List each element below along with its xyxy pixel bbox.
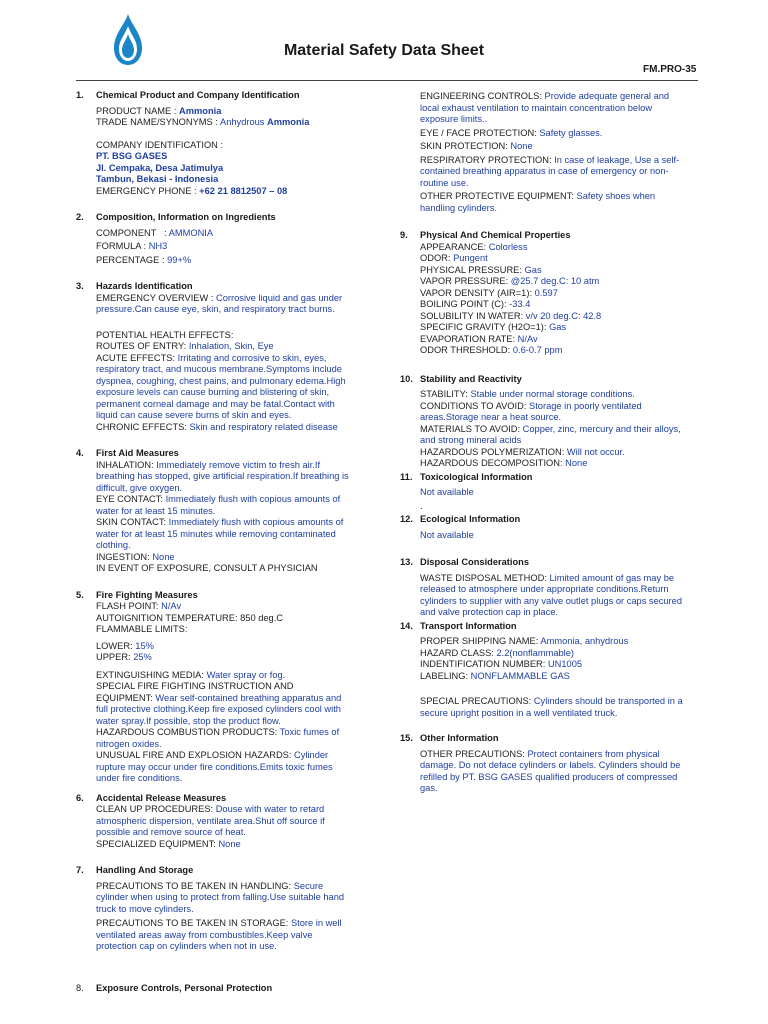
field-value: None xyxy=(510,141,533,151)
field-value: refilled by PT. BSG GASES qualified producers of compressed xyxy=(420,771,678,782)
field-label: PRODUCT NAME : xyxy=(96,105,177,116)
field-value: clothing. xyxy=(96,540,131,550)
field-value: water for at least 15 minutes while removing contaminated xyxy=(96,528,336,539)
section-14 xyxy=(400,621,700,720)
field-value: Protect containers from physical xyxy=(527,748,660,759)
field-label: UNUSUAL FIRE AND EXPLOSION HAZARDS: xyxy=(96,750,292,760)
section-number: 5. xyxy=(76,589,84,600)
field-label: VAPOR DENSITY (AIR=1): xyxy=(420,287,533,298)
section-heading: Exposure Controls, Personal Protection xyxy=(96,983,273,993)
stray-dot: . xyxy=(420,500,423,511)
document-title: Material Safety Data Sheet xyxy=(283,42,485,59)
field-value: respiratory tract, and mucous membrane.Symptoms include xyxy=(96,364,342,374)
field-value: breathing has stopped, give artificial respiration.If breathing is xyxy=(96,471,349,481)
company-name: PT. BSG GASES xyxy=(96,151,168,161)
field-label: TRADE NAME/SYNONYMS : xyxy=(96,117,218,127)
field-value: -33.4 xyxy=(509,299,531,309)
field-label: ENGINEERING CONTROLS: xyxy=(420,91,542,101)
field-value: None xyxy=(152,551,175,562)
field-value: water for at least 15 minutes. xyxy=(96,505,216,516)
field-label: INGESTION: xyxy=(96,551,150,562)
field-value: Immediately remove victim to fresh air.If xyxy=(156,459,321,470)
field-value: Not available xyxy=(420,487,474,497)
field-value: rupture may occur under fire conditions.Emits toxic fumes xyxy=(96,761,333,772)
company-address: Jl. Cempaka, Desa Jatimulya xyxy=(96,162,224,173)
field-value: 25% xyxy=(133,652,152,662)
field-value: In case of leakage, Use a self- xyxy=(554,154,680,165)
section-heading: Hazards Identification xyxy=(96,281,193,291)
field-value: Water spray or fog. xyxy=(206,669,286,680)
field-value: 99+% xyxy=(167,254,192,265)
field-value: AMMONIA xyxy=(168,227,214,238)
document-number: FM.PRO-35 xyxy=(643,64,697,75)
field-label: LOWER: xyxy=(96,640,133,651)
field-value: Copper, zinc, mercury and their alloys, xyxy=(522,423,681,434)
field-label: STABILITY: xyxy=(420,389,468,399)
physician-note: IN EVENT OF EXPOSURE, CONSULT A PHYSICIAN xyxy=(96,563,318,573)
section-heading: Handling And Storage xyxy=(96,865,194,875)
field-value: under fire conditions. xyxy=(96,773,183,783)
field-value: Ammonia, anhydrous xyxy=(540,636,629,646)
field-label: SPECIAL PRECAUTIONS: xyxy=(420,696,532,706)
field-value: Douse with water to retard xyxy=(215,804,325,814)
field-value: areas.Storage near a heat source. xyxy=(420,412,562,422)
section-number: 4. xyxy=(76,448,84,458)
field-value: UN1005 xyxy=(547,659,583,669)
section-heading: Composition, Information on Ingredients xyxy=(96,212,276,222)
field-value: damage. Do not deface cylinders or labels. Cylinders should be xyxy=(420,760,681,770)
section-9 xyxy=(400,230,700,357)
field-label: UPPER: xyxy=(96,652,131,662)
field-value: Wear self-contained breathing apparatus and xyxy=(155,692,342,703)
field-value: Cylinders should be transported in a xyxy=(533,696,683,706)
field-label: POTENTIAL HEALTH EFFECTS: xyxy=(96,329,234,340)
field-value: v/v 20 deg.C: 42.8 xyxy=(525,310,602,321)
field-label: ODOR: xyxy=(420,253,451,263)
field-value: dyspnea, coughing, chest pains, and pulmonary edema.High xyxy=(96,375,346,386)
field-value: protection cap on cylinders when not in use. xyxy=(96,941,277,951)
field-value: exposure levels can cause burning and blistering of skin, xyxy=(96,387,330,397)
field-label: WASTE DISPOSAL METHOD: xyxy=(420,572,547,583)
field-value: atmospheric dispersion, ventilate area.Shut off source if xyxy=(96,815,325,826)
field-label: COMPONENT : xyxy=(96,227,167,238)
field-value: permanent corneal damage and may be fatal.Contact with xyxy=(96,398,335,409)
field-label: FLASH POINT: xyxy=(96,601,159,611)
section-number: 14. xyxy=(400,620,413,631)
section-heading: Disposal Considerations xyxy=(420,557,530,567)
field-label: PRECAUTIONS TO BE TAKEN IN HANDLING: xyxy=(96,880,292,891)
section-8-heading-block xyxy=(76,983,376,995)
field-label: RESPIRATORY PROTECTION: xyxy=(420,154,552,165)
field-value: @25.7 deg.C: 10 atm xyxy=(510,276,600,286)
field-value: exposure limits.. xyxy=(420,114,488,124)
field-value: Inhalation, Skin, Eye xyxy=(188,341,274,351)
field-value: gas. xyxy=(420,783,438,793)
field-value: Safety glasses. xyxy=(539,127,603,138)
section-heading: Chemical Product and Company Identification xyxy=(96,90,300,100)
field-label: HAZARD CLASS: xyxy=(420,647,494,658)
field-value: Provide adequate general and xyxy=(544,91,670,101)
field-label: FORMULA : xyxy=(96,241,147,251)
field-value: N/Av xyxy=(161,601,182,611)
left-column xyxy=(76,90,376,953)
field-value: Gas xyxy=(549,322,567,332)
company-address: Tambun, Bekasi - Indonesia xyxy=(96,174,219,184)
field-label: EYE CONTACT: xyxy=(96,494,163,504)
section-number: 13. xyxy=(400,557,413,567)
field-value: and strong mineral acids xyxy=(420,435,522,445)
field-label: HAZARDOUS DECOMPOSITION: xyxy=(420,458,563,468)
field-value: nitrogen oxides. xyxy=(96,738,162,749)
field-value: local exhaust ventilation to maintain concentration below xyxy=(420,102,653,113)
section-7 xyxy=(76,865,376,953)
field-label: MATERIALS TO AVOID: xyxy=(420,423,521,434)
section-12 xyxy=(400,514,700,541)
field-value: cylinder when using to protect from falling.Use suitable hand xyxy=(96,892,345,902)
field-value: possible and remove source of heat. xyxy=(96,827,246,837)
section-heading: Accidental Release Measures xyxy=(96,792,227,803)
field-value: Storage in poorly ventilated xyxy=(529,400,642,411)
field-value: liquid can cause severe burns of skin and eyes. xyxy=(96,410,292,420)
field-value: water spray.If possible, stop the product flow. xyxy=(96,715,281,726)
field-label: VAPOR PRESSURE: xyxy=(420,276,509,286)
section-heading: Stability and Reactivity xyxy=(420,373,522,384)
section-heading: Transport Information xyxy=(420,620,517,631)
section-number: 15. xyxy=(400,733,413,743)
section-number: 8. xyxy=(76,983,84,993)
field-label: APPEARANCE: xyxy=(420,241,487,252)
emergency-phone: +62 21 8812507 – 08 xyxy=(199,185,288,196)
field-value: routine use. xyxy=(420,177,469,188)
field-value: and valve protection cap in place. xyxy=(420,607,558,617)
section-number: 10. xyxy=(400,373,413,384)
field-value: pressure.Can cause eye, skin, and respiratory tract burns. xyxy=(96,304,335,314)
field-value: Store in well xyxy=(290,918,342,928)
field-value: Will not occur. xyxy=(566,446,625,457)
field-label: EMERGENCY OVERVIEW : xyxy=(96,292,214,303)
section-13 xyxy=(400,557,700,619)
field-label: EYE / FACE PROTECTION: xyxy=(420,127,537,138)
field-label: SPECIALIZED EQUIPMENT: xyxy=(96,838,216,849)
field-value: Skin and respiratory related disease xyxy=(189,421,338,432)
section-number: 1. xyxy=(76,90,84,100)
header-divider xyxy=(76,80,698,81)
section-6 xyxy=(76,793,376,851)
field-value: truck to move cylinders. xyxy=(96,903,194,914)
field-value: secure upright position in a well ventilated truck. xyxy=(420,707,618,718)
field-label: FLAMMABLE LIMITS: xyxy=(96,624,188,634)
section-heading: Ecological Information xyxy=(420,514,521,524)
field-label: SPECIFIC GRAVITY (H2O=1): xyxy=(420,322,547,332)
field-label: BOILING POINT (C): xyxy=(420,299,507,309)
field-label: ODOR THRESHOLD: xyxy=(420,345,511,355)
section-heading: Fire Fighting Measures xyxy=(96,589,198,600)
field-label: ROUTES OF ENTRY: xyxy=(96,341,187,351)
field-value: None xyxy=(565,458,588,468)
field-value: Ammonia xyxy=(267,117,310,127)
field-label: ACUTE EFFECTS: xyxy=(96,352,176,363)
section-11 xyxy=(400,472,700,513)
section-heading: Other Information xyxy=(420,733,499,743)
field-label: COMPANY IDENTIFICATION : xyxy=(96,139,224,150)
field-value: Not available xyxy=(420,529,474,540)
field-label: PRECAUTIONS TO BE TAKEN IN STORAGE: xyxy=(96,918,289,928)
field-label: AUTOIGNITION TEMPERATURE: 850 deg.C xyxy=(96,612,284,623)
section-1 xyxy=(76,90,376,197)
field-label: SOLUBILITY IN WATER: xyxy=(420,310,524,321)
field-value: NH3 xyxy=(148,241,168,251)
field-value: Safety shoes when xyxy=(576,191,656,201)
field-label: SPECIAL FIRE FIGHTING INSTRUCTION AND xyxy=(96,681,294,691)
field-label: EVAPORATION RATE: xyxy=(420,333,516,344)
field-value: None xyxy=(218,838,241,849)
field-value: 15% xyxy=(135,640,154,651)
field-value: full protective clothing.Keep fire exposed cylinders cool with xyxy=(96,704,341,714)
right-column xyxy=(400,91,700,795)
section-number: 7. xyxy=(76,865,84,875)
section-3 xyxy=(76,281,376,433)
section-heading: Toxicological Information xyxy=(420,471,533,482)
field-value: Cylinder xyxy=(294,750,329,760)
field-value: NONFLAMMABLE GAS xyxy=(470,670,570,681)
field-label: LABELING: xyxy=(420,670,469,681)
field-value: Colorless xyxy=(488,241,528,252)
field-value: N/Av xyxy=(517,333,538,344)
field-label: OTHER PRECAUTIONS: xyxy=(420,748,525,759)
field-label: PROPER SHIPPING NAME: xyxy=(420,636,539,646)
field-value: 2.2(nonflammable) xyxy=(496,647,574,658)
section-number: 3. xyxy=(76,281,84,291)
field-value: Irritating and corrosive to skin, eyes, xyxy=(177,352,327,363)
field-label: EQUIPMENT: xyxy=(96,692,153,703)
section-8-continued xyxy=(400,91,700,214)
field-value: 0.6-0.7 ppm xyxy=(512,345,563,355)
field-value: Secure xyxy=(293,880,324,891)
field-value: Immediately flush with copious amounts of xyxy=(165,494,341,504)
field-value: ventilated areas away from combustibles.Keep valve xyxy=(96,929,313,940)
section-heading: Physical And Chemical Properties xyxy=(420,230,571,240)
field-value: Toxic fumes of xyxy=(279,727,340,737)
section-number: 6. xyxy=(76,792,84,803)
field-label: PERCENTAGE : xyxy=(96,254,165,265)
field-value: Gas xyxy=(524,264,542,275)
section-4 xyxy=(76,448,376,575)
field-label: EMERGENCY PHONE : xyxy=(96,185,197,196)
field-label: CONDITIONS TO AVOID: xyxy=(420,400,527,411)
field-label: SKIN PROTECTION: xyxy=(420,141,508,151)
field-value: Immediately flush with copious amounts of xyxy=(168,517,344,527)
field-value: Ammonia xyxy=(179,105,222,116)
section-10 xyxy=(400,374,700,470)
field-label: CHRONIC EFFECTS: xyxy=(96,421,187,432)
field-value: contained breathing apparatus in case of emergency or non- xyxy=(420,166,669,176)
section-number: 9. xyxy=(400,230,408,240)
section-2 xyxy=(76,212,376,266)
field-value: cylinders to supplier with any valve outlet plugs or caps secured xyxy=(420,595,682,606)
field-label: HAZARDOUS COMBUSTION PRODUCTS: xyxy=(96,727,278,737)
section-15 xyxy=(400,733,700,795)
field-value: released to atmosphere under appropriate conditions.Return xyxy=(420,584,669,594)
field-label: EXTINGUISHING MEDIA: xyxy=(96,669,204,680)
field-value: handling cylinders. xyxy=(420,202,498,213)
field-value: 0.597 xyxy=(534,287,558,298)
field-value: Anhydrous xyxy=(220,117,265,127)
field-label: OTHER PROTECTIVE EQUIPMENT: xyxy=(420,191,574,201)
section-5 xyxy=(76,590,376,785)
field-value: Stable under normal storage conditions. xyxy=(470,389,635,399)
field-value: difficult, give oxygen. xyxy=(96,482,183,493)
section-heading: First Aid Measures xyxy=(96,448,179,458)
section-number: 12. xyxy=(400,514,413,524)
field-value: Pungent xyxy=(453,253,488,263)
field-label: HAZARDOUS POLYMERIZATION: xyxy=(420,446,565,457)
field-label: PHYSICAL PRESSURE: xyxy=(420,264,522,275)
field-label: INHALATION: xyxy=(96,459,154,470)
field-label: CLEAN UP PROCEDURES: xyxy=(96,804,214,814)
section-number: 11. xyxy=(400,471,413,482)
field-value: Corrosive liquid and gas under xyxy=(216,292,343,303)
section-number: 2. xyxy=(76,212,84,222)
field-label: SKIN CONTACT: xyxy=(96,517,167,527)
field-label: INDENTIFICATION NUMBER: xyxy=(420,659,546,669)
field-value: Limited amount of gas may be xyxy=(549,572,675,583)
